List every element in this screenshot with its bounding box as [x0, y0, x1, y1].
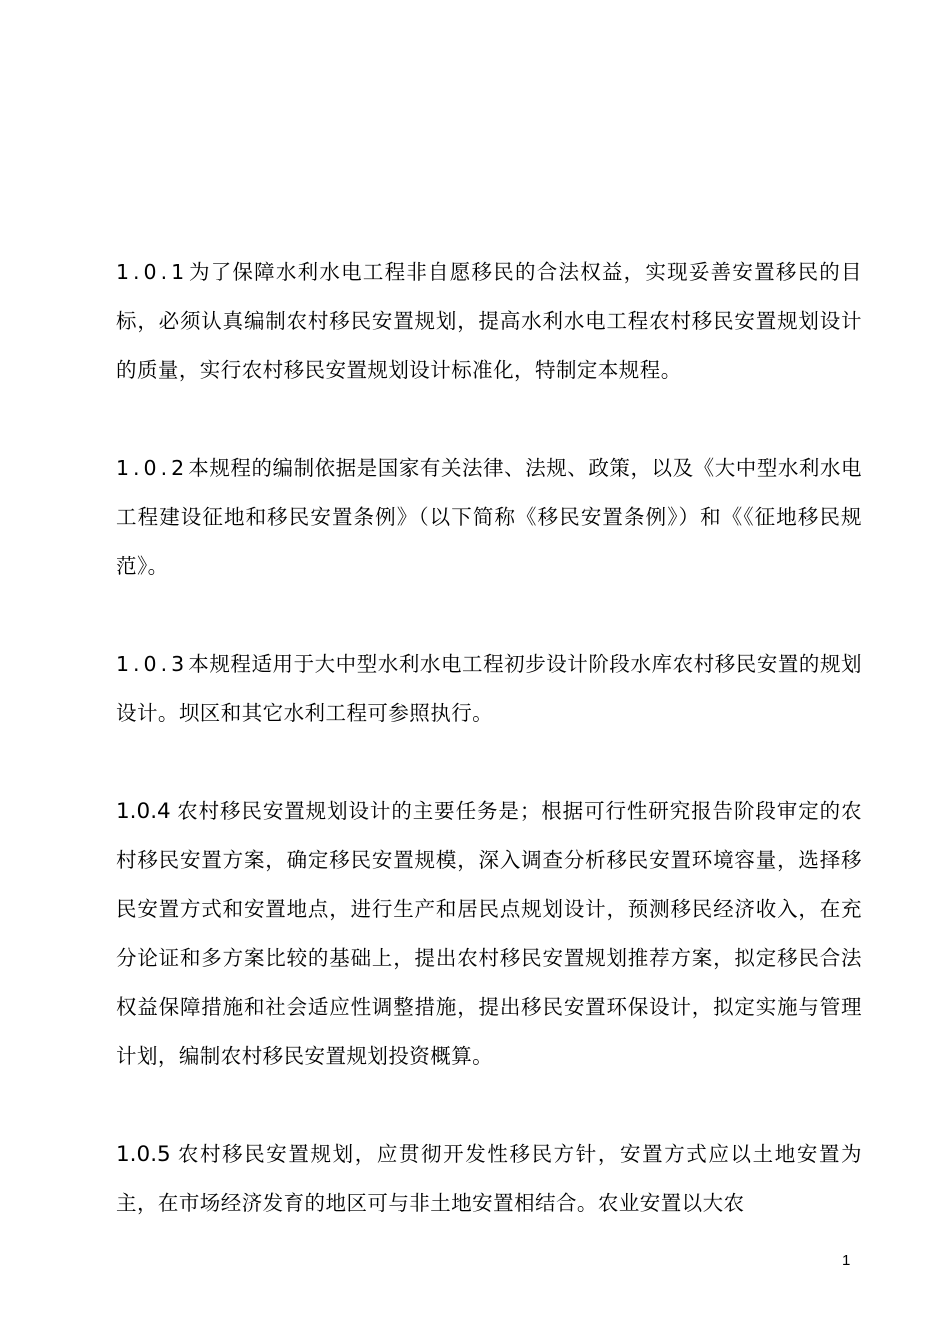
clause-text: 本规程适用于大中型水利水电工程初步设计阶段水库农村移民安置的规划设计。坝区和其它水利工程可参照执行。 — [116, 652, 862, 725]
clause-number: 1.0.5 — [116, 1142, 171, 1167]
clause-text: 本规程的编制依据是国家有关法律、法规、政策，以及《大中型水利水电工程建设征地和移民安置条例》（以下简称《移民安置条例》）和《《征地移民规范》。 — [116, 456, 862, 578]
clause-text: 农村移民安置规划，应贯彻开发性移民方针，安置方式应以土地安置为主，在市场经济发育的地区可与非土地安置相结合。农业安置以大农 — [116, 1142, 862, 1215]
clause-number: 1.0.1 — [116, 260, 189, 284]
clause-number: 1.0.3 — [116, 652, 189, 676]
paragraph-1-0-5 — [116, 1130, 862, 1228]
paragraph-1-0-1 — [116, 248, 862, 395]
clause-text: 农村移民安置规划设计的主要任务是；根据可行性研究报告阶段审定的农村移民安置方案，确定移民安置规模，深入调查分析移民安置环境容量，选择移民安置方式和安置地点，进行生产和居民点规划设计，预测移民经济收入，在充分论证和多方案比较的基础上，提出农村移民安置规划推荐方案，拟定移民合法权益保障措施和社会适应性调整措施，提出移民安置环保设计，拟定实施与管理计划，编制农村移民安置规划投资概算。 — [116, 799, 862, 1068]
page-number: 1 — [842, 1252, 851, 1269]
clause-number: 1.0.2 — [116, 456, 189, 480]
document-body — [116, 248, 862, 1277]
clause-text: 为了保障水利水电工程非自愿移民的合法权益，实现妥善安置移民的目标，必须认真编制农村移民安置规划，提高水利水电工程农村移民安置规划设计的质量，实行农村移民安置规划设计标准化，特制定本规程。 — [116, 260, 862, 382]
paragraph-1-0-3 — [116, 640, 862, 738]
paragraph-1-0-4 — [116, 787, 862, 1081]
paragraph-1-0-2 — [116, 444, 862, 591]
clause-number: 1.0.4 — [116, 799, 171, 824]
